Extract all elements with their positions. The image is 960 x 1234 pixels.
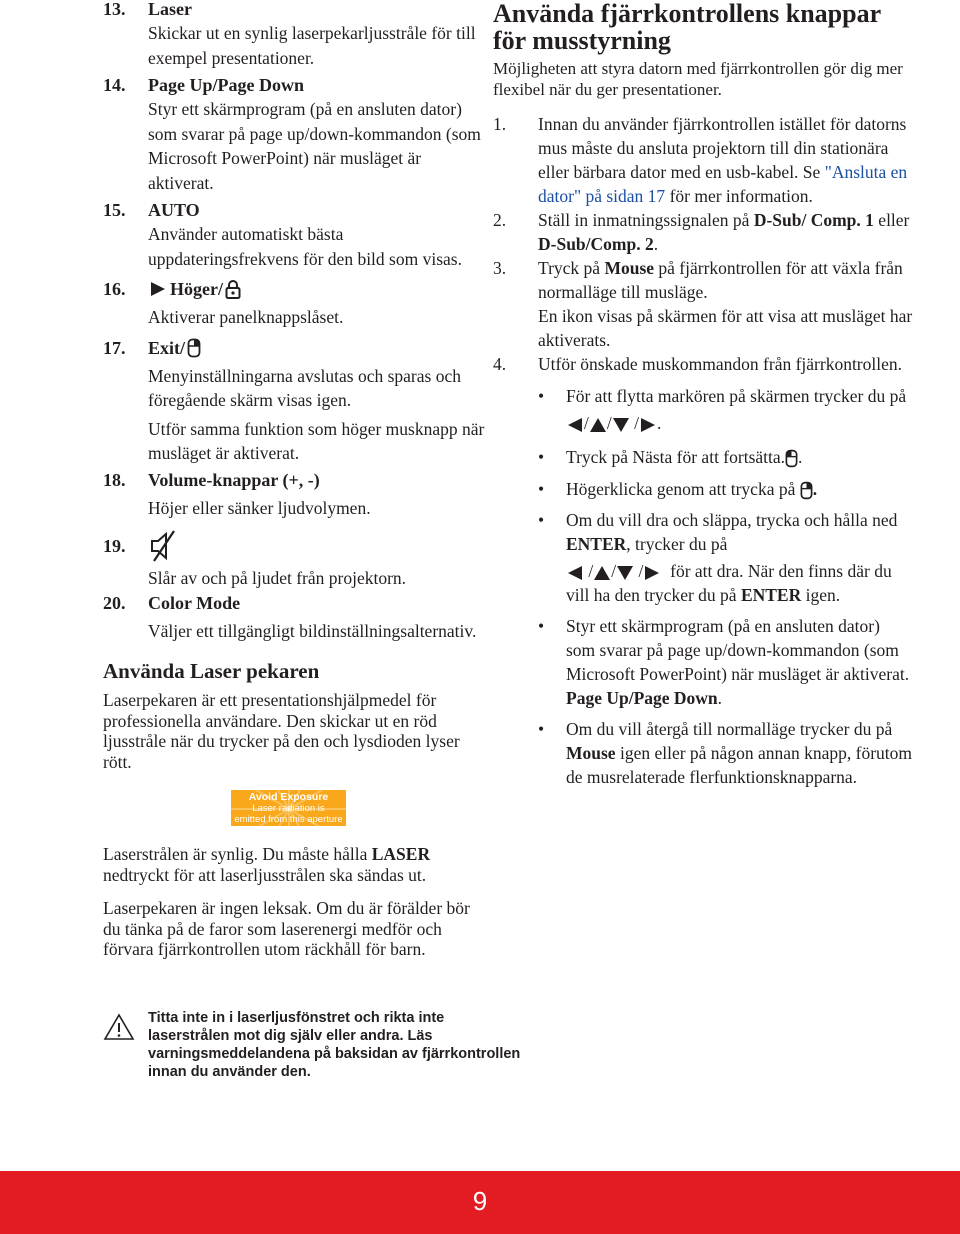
step-2 bbox=[493, 208, 913, 256]
item-17 bbox=[103, 336, 488, 466]
item-18 bbox=[103, 468, 488, 521]
mouse-command-list bbox=[538, 384, 913, 789]
down-arrow-icon bbox=[616, 565, 634, 581]
list-item: • För att flytta markören på skärmen trycker du på / / / . bbox=[538, 386, 907, 433]
page-number: 9 bbox=[472, 1186, 488, 1216]
item-title bbox=[148, 526, 488, 566]
mouse-section-title: Använda fjärrkontrollens knappar för musstyrning bbox=[493, 0, 881, 55]
item-title-text: Höger/ bbox=[170, 279, 223, 299]
step-1 bbox=[493, 112, 913, 208]
bullet-6-text-c: igen eller på någon annan knapp, förutom de musrelaterade flerfunktionsknapparna. bbox=[566, 743, 913, 787]
item-title bbox=[148, 277, 488, 301]
item-description: Höjer eller sänker ljudvolymen. bbox=[148, 497, 371, 518]
mouse-section-intro: Möjligheten att styra datorn med fjärrkontrollen gör dig mer flexibel när du ger presentationer. bbox=[493, 59, 903, 99]
item-number: 13. bbox=[103, 0, 126, 19]
list-item: • Om du vill dra och släppa, trycka och hålla ned ENTER, trycker du på / / / för att dra. När den finns där du vill ha den trycker du på ENTER igen. bbox=[538, 510, 898, 605]
left-arrow-icon bbox=[566, 565, 584, 581]
step-3-mouse-key: Mouse bbox=[604, 258, 655, 278]
step-number: 3. bbox=[493, 258, 507, 278]
bullet-4-text-f: igen. bbox=[801, 585, 841, 605]
warning-triangle-icon bbox=[103, 1009, 143, 1081]
item-description: Aktiverar panelknappslåset. bbox=[148, 307, 344, 327]
laser-visible-paragraph bbox=[103, 844, 488, 885]
item-15 bbox=[103, 198, 488, 271]
laser-label-line-2: Laser radiation is bbox=[252, 803, 325, 814]
step-1-tail: för mer information. bbox=[665, 186, 813, 206]
laser-warning-label bbox=[231, 790, 346, 826]
bullet: • bbox=[538, 616, 545, 636]
item-title: AUTO bbox=[148, 200, 200, 220]
item-title: Page Up/Page Down bbox=[148, 75, 304, 95]
step-3-note: En ikon visas på skärmen för att visa att musläget har aktiverats. bbox=[538, 306, 913, 350]
item-19 bbox=[103, 526, 488, 591]
right-arrow-icon bbox=[148, 281, 168, 297]
item-description: Skickar ut en synlig laserpekarljusstråle för till exempel presentationer. bbox=[148, 23, 476, 68]
list-item bbox=[538, 445, 913, 469]
page-up-key: Page Up bbox=[566, 688, 629, 708]
step-2-text-e: . bbox=[653, 234, 659, 254]
bullet-3-tail: . bbox=[812, 479, 818, 499]
item-number: 16. bbox=[103, 279, 126, 299]
item-description: Använder automatiskt bästa uppdateringsfrekvens för den bild som visas. bbox=[148, 224, 462, 269]
step-number: 1. bbox=[493, 114, 507, 134]
right-arrow-icon bbox=[639, 417, 657, 433]
step-2-text-c: eller bbox=[873, 210, 910, 230]
laser-key-name: LASER bbox=[371, 844, 431, 864]
laser-section-title: Använda Laser pekaren bbox=[103, 659, 320, 683]
laser-visible-text-c: nedtryckt för att laserljusstrålen ska sändas ut. bbox=[103, 864, 427, 885]
list-item bbox=[538, 614, 913, 710]
bullet-5-text-a: Styr ett skärmprogram (på en ansluten dator) som svarar på page up/down-kommandon (som Microsoft PowerPoint) när musläget är aktiverat. bbox=[566, 616, 910, 684]
item-title: Volume-knappar (+, -) bbox=[148, 469, 320, 490]
step-4 bbox=[493, 352, 913, 376]
laser-visible-text-a: Laserstrålen är synlig. Du måste hålla bbox=[103, 844, 372, 864]
mouse-icon bbox=[800, 481, 813, 500]
bullet: • bbox=[538, 386, 545, 406]
bullet-5-tail: . bbox=[717, 688, 723, 708]
right-column bbox=[493, 0, 913, 789]
bullet-1-tail: . bbox=[657, 413, 662, 433]
bullet: • bbox=[538, 447, 545, 467]
item-title: Laser bbox=[148, 0, 192, 19]
bullet-1-text: För att flytta markören på skärmen trycker du på bbox=[566, 386, 907, 406]
list-item bbox=[538, 477, 913, 501]
enter-key: ENTER bbox=[566, 534, 627, 554]
bullet-2-text: Tryck på Nästa för att fortsätta. bbox=[566, 447, 786, 467]
warning-text: Titta inte in i laserljusfönstret och rikta inte laserstrålen mot dig själv eller andra. Läs varningsmeddelandena på baksidan av fjärrkontrollen innan du använder den. bbox=[148, 1010, 521, 1080]
mute-icon bbox=[148, 530, 178, 562]
laser-toy-paragraph: Laserpekaren är ingen leksak. Om du är förälder bör du tänka på de faror som laserenergi medför och förvara fjärrkontrollen utom räckhåll för barn. bbox=[103, 898, 470, 959]
bullet-4-text-a: Om du vill dra och släppa, trycka och hålla ned bbox=[566, 510, 898, 530]
lock-icon bbox=[225, 279, 241, 299]
page-down-key: Page Down bbox=[633, 688, 718, 708]
bullet: • bbox=[538, 719, 545, 739]
step-3-text-a: Tryck på bbox=[538, 258, 605, 278]
item-title bbox=[148, 336, 488, 360]
right-arrow-icon bbox=[643, 565, 661, 581]
mouse-icon bbox=[187, 338, 201, 358]
connect-computer-link[interactable]: "Ansluta en dator" på sidan 17 bbox=[538, 162, 908, 206]
mouse-key: Mouse bbox=[566, 743, 616, 763]
step-4-text: Utför önskade muskommandon från fjärrkontrollen. bbox=[538, 354, 903, 374]
left-column bbox=[103, 0, 488, 960]
step-2-text-a: Ställ in inmatningssignalen på bbox=[538, 210, 754, 230]
item-number: 17. bbox=[103, 337, 126, 358]
bullet-4-text-d: för att dra. När den finns där du vill ha den trycker du på bbox=[566, 561, 892, 605]
bullet-5-slash: / bbox=[628, 688, 634, 708]
item-number: 20. bbox=[103, 592, 126, 613]
bullet: • bbox=[538, 510, 545, 530]
bullet-4-text-c: , trycker du på bbox=[626, 534, 728, 554]
step-2-source-2: D-Sub/Comp. 2 bbox=[538, 234, 654, 254]
step-3 bbox=[493, 256, 913, 352]
laser-intro-paragraph: Laserpekaren är ett presentationshjälpmedel för professionella användare. Den skickar ut en röd ljusstråle när du trycker på den och lysdioden lyser rött. bbox=[103, 690, 460, 772]
item-description-2: Utför samma funktion som höger musknapp när musläget är aktiverat. bbox=[148, 418, 485, 463]
item-description: Slår av och på ljudet från projektorn. bbox=[148, 568, 407, 588]
item-title-text: Exit/ bbox=[148, 337, 186, 358]
bullet-6-text-a: Om du vill återgå till normalläge trycker du på bbox=[566, 719, 893, 739]
item-number: 15. bbox=[103, 200, 126, 220]
step-1-text: Innan du använder fjärrkontrollen istället för datorns mus måste du ansluta projektorn till din stationära eller bärbara dator med en usb-kabel. Se bbox=[538, 114, 907, 182]
laser-warning-note bbox=[103, 1009, 523, 1081]
item-title: Color Mode bbox=[148, 592, 241, 613]
footer-band bbox=[0, 1171, 960, 1234]
item-13 bbox=[103, 0, 488, 70]
item-description: Menyinställningarna avslutas och sparas och föregående skärm visas igen. bbox=[148, 365, 461, 410]
step-3-text-c: på fjärrkontrollen för att växla från normalläge till musläge. bbox=[538, 258, 903, 302]
item-description: Väljer ett tillgängligt bildinställningsalternativ. bbox=[148, 620, 477, 641]
item-16 bbox=[103, 277, 488, 330]
mouse-icon bbox=[785, 449, 798, 468]
laser-label-line-1: Avoid Exposure bbox=[248, 791, 329, 803]
step-2-source-1: D-Sub/ Comp. 1 bbox=[753, 210, 874, 230]
item-number: 14. bbox=[103, 75, 126, 95]
bullet-2-tail: . bbox=[798, 447, 803, 467]
step-number: 4. bbox=[493, 354, 507, 374]
up-arrow-icon bbox=[589, 417, 607, 433]
item-number: 18. bbox=[103, 469, 126, 490]
bullet: • bbox=[538, 479, 545, 499]
item-description: Styr ett skärmprogram (på en ansluten dator) som svarar på page up/down-kommandon (som Microsoft PowerPoint) när musläget är aktiverat. bbox=[148, 99, 481, 193]
step-number: 2. bbox=[493, 210, 507, 230]
item-20 bbox=[103, 591, 488, 644]
up-arrow-icon bbox=[593, 565, 611, 581]
left-arrow-icon bbox=[566, 417, 584, 433]
laser-label-line-3: emitted from this aperture bbox=[234, 814, 343, 825]
item-number: 19. bbox=[103, 536, 126, 556]
item-14 bbox=[103, 73, 488, 195]
bullet-3-text: Högerklicka genom att trycka på bbox=[566, 479, 796, 499]
down-arrow-icon bbox=[612, 417, 630, 433]
list-item bbox=[538, 717, 913, 789]
enter-key: ENTER bbox=[740, 585, 802, 605]
